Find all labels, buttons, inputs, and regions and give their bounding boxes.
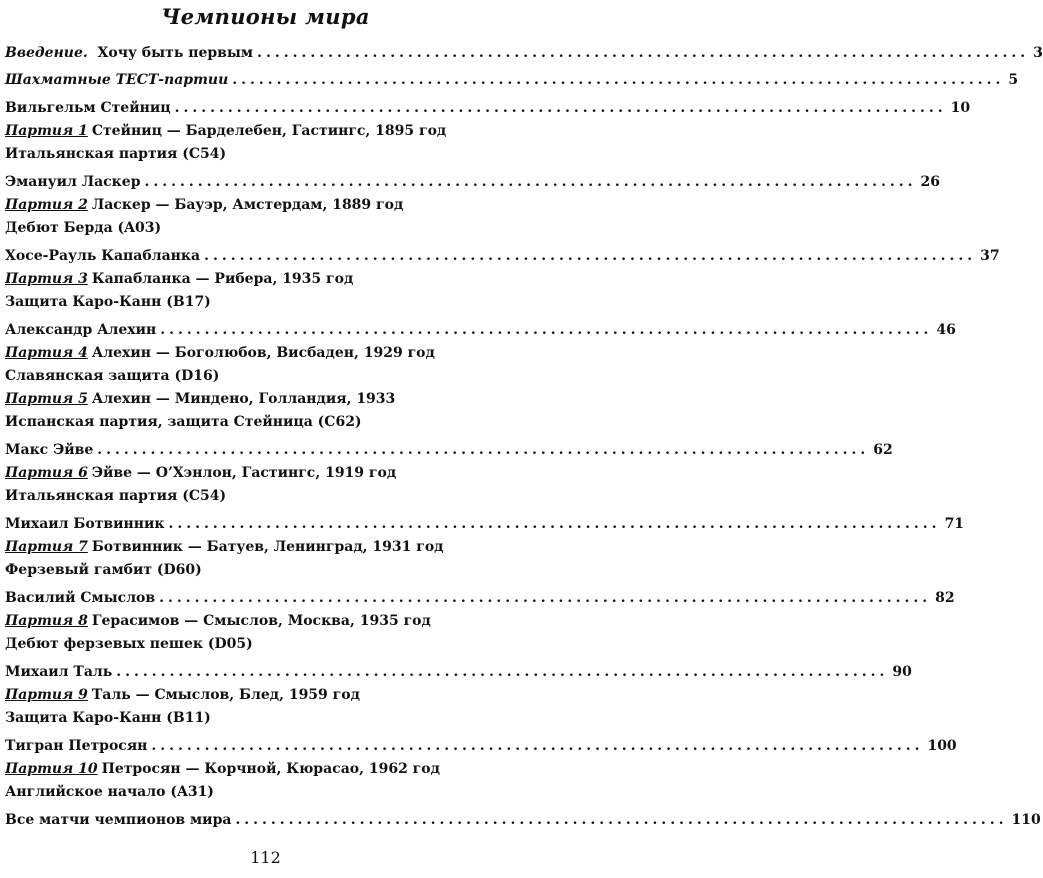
game-line [5,268,528,291]
table-of-contents [5,42,1043,837]
game-line [5,388,528,411]
game-players: Таль — Смыслов, Блед, 1959 год [91,687,360,703]
game-players: Эйве — О’Хэнлон, Гастингс, 1919 год [91,465,397,481]
leader-dots: ....................................................................................... [168,516,941,532]
champion-name: Вильгельм Стейниц [5,100,171,116]
game-ref: Партия 9 [5,687,88,703]
toc-page-number: 46 [936,322,956,338]
leader-dots: ....................................................................................... [144,174,917,190]
champion-block [5,735,957,804]
game-ref: Партия 3 [5,271,88,287]
toc-tests-block [5,69,1019,92]
champion-block [5,587,955,656]
champion-name: Тигран Петросян [5,738,148,754]
game-ref: Партия 6 [5,465,88,481]
game-ref: Партия 1 [5,123,88,139]
champion-block [5,439,893,508]
toc-closing-block [5,809,1041,832]
champion-block [5,319,956,434]
champion-entry [5,661,912,684]
toc-entry-label: Шахматные ТЕСТ-партии [5,72,229,88]
leader-dots: ....................................................................................... [159,590,932,606]
game-line [5,342,528,365]
toc-entry-closing [5,809,1041,832]
page-folio: 112 [250,848,281,867]
game-opening: Ферзевый гамбит (D60) [5,562,202,578]
leader-dots: ....................................................................................... [151,738,924,754]
game-players: Ласкер — Бауэр, Амстердам, 1889 год [91,197,404,213]
champion-entry [5,735,957,758]
champion-name: Макс Эйве [5,442,94,458]
toc-page-number: 90 [892,664,912,680]
champion-list [5,97,1000,804]
champion-entry [5,513,965,536]
toc-page-number: 5 [1008,72,1019,88]
game-ref: Партия 10 [5,761,98,777]
game-players: Ботвинник — Батуев, Ленинград, 1931 год [91,539,444,555]
game-players: Петросян — Корчной, Кюрасао, 1962 год [101,761,440,777]
toc-page-number: 26 [920,174,941,190]
leader-dots: ....................................................................................... [174,100,947,116]
champion-entry [5,319,956,342]
page-title: Чемпионы мира [161,4,370,29]
champion-name: Михаил Таль [5,664,113,680]
game-opening: Итальянская партия (C54) [5,488,227,504]
game-line [5,610,528,633]
game-players: Капабланка — Рибера, 1935 год [91,271,354,287]
toc-page-number: 3 [1033,45,1043,61]
toc-page-number: 62 [873,442,893,458]
toc-page-number: 100 [927,738,957,754]
champion-name: Михаил Ботвинник [5,516,165,532]
game-opening: Испанская партия, защита Стейница (C62) [5,414,362,430]
game-opening: Дебют ферзевых пешек (D05) [5,636,253,652]
champion-block [5,661,912,730]
leader-dots: ....................................................................................... [204,248,977,264]
game-opening: Защита Каро-Канн (B11) [5,710,211,726]
toc-page-number: 82 [935,590,955,606]
game-ref: Партия 7 [5,539,88,555]
toc-entry-intro [5,42,1043,65]
toc-page-number: 71 [944,516,965,532]
leader-dots: ....................................................................................... [235,812,1008,828]
toc-page-number: 110 [1011,812,1041,828]
toc-page-number: 10 [950,100,971,116]
toc-entry-tests [5,69,1019,92]
champion-entry [5,439,893,462]
game-line [5,536,528,559]
champion-name: Эмануил Ласкер [5,174,141,190]
game-ref: Партия 4 [5,345,88,361]
game-ref: Партия 5 [5,391,88,407]
game-line [5,462,528,485]
champion-entry [5,171,941,194]
game-line [5,758,528,781]
toc-intro-block [5,42,1043,65]
game-opening: Дебют Берда (A03) [5,220,162,236]
game-opening: Английское начало (A31) [5,784,214,800]
game-players: Алехин — Минденo, Голландия, 1933 [91,391,396,407]
champion-block [5,513,965,582]
toc-entry-label: Все матчи чемпионов мира [5,812,232,828]
game-ref: Партия 2 [5,197,88,213]
champion-name: Александр Алехин [5,322,157,338]
leader-dots: ....................................................................................... [97,442,870,458]
toc-page-number: 37 [980,248,1000,264]
champion-entry [5,587,955,610]
champion-entry [5,97,971,120]
champion-entry [5,245,1000,268]
game-opening: Итальянская партия (C54) [5,146,227,162]
game-line [5,120,528,143]
game-line [5,194,528,217]
leader-dots: ....................................................................................... [232,72,1005,88]
game-opening: Защита Каро-Канн (B17) [5,294,211,310]
game-line [5,684,528,707]
leader-dots: ....................................................................................... [116,664,889,680]
toc-entry-label: Введение. [5,45,88,61]
leader-dots: ....................................................................................... [257,45,1030,61]
champion-block [5,171,941,240]
game-ref: Партия 8 [5,613,88,629]
champion-block [5,97,971,166]
toc-entry-text: Хочу быть первым [97,45,254,61]
game-players: Стейниц — Барделебен, Гастингс, 1895 год [91,123,447,139]
leader-dots: ....................................................................................... [160,322,933,338]
game-opening: Славянская защита (D16) [5,368,220,384]
game-players: Герасимов — Смыслов, Москва, 1935 год [91,613,431,629]
game-players: Алехин — Боголюбов, Висбаден, 1929 год [91,345,435,361]
champion-name: Хосе-Рауль Капабланка [5,248,201,264]
champion-name: Василий Смыслов [5,590,156,606]
champion-block [5,245,1000,314]
